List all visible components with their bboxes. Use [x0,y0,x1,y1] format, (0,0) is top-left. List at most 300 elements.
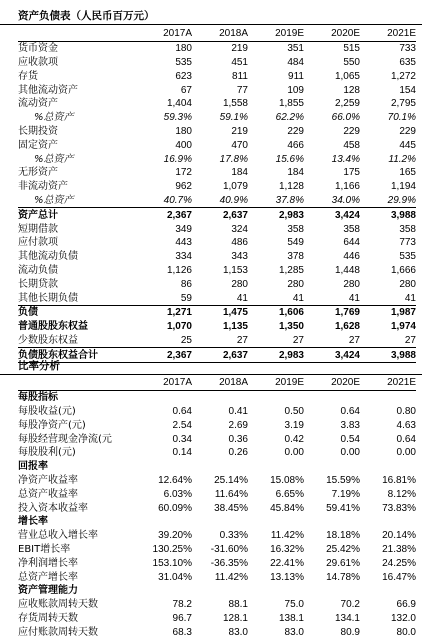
cell-value: 2.54 [172,419,192,431]
cell-value: 280 [287,278,304,290]
cell-value [136,515,192,529]
cell-value: 180 [175,43,192,55]
cell-value: 11.2% [388,153,416,165]
year-header: 2019E [248,27,304,41]
header-row [18,27,416,41]
cell-value: 1,448 [334,264,360,276]
cell-value: 635 [399,56,416,68]
row-label: 普通股股东权益 [18,321,88,333]
row-label: 流动负债 [18,264,58,276]
cell-value: 11.42% [270,530,304,542]
cell-value: 6.65% [275,488,304,500]
ratio-analysis-table [18,376,416,639]
cell-value: 443 [175,237,192,249]
table-row [18,501,416,515]
row-label: %总资产 [34,153,74,165]
table-row [18,556,416,570]
cell-value [360,390,416,404]
cell-value: 134.1 [334,612,360,624]
cell-value: 62.2% [275,112,304,124]
cell-value: 21.38% [382,543,416,555]
cell-value [248,515,304,529]
cell-value: 0.80 [396,405,416,417]
cell-value: 773 [399,237,416,249]
cell-value: 229 [343,125,360,137]
table-row [18,432,416,446]
row-label: 每股指标 [18,392,58,404]
cell-value: 1,285 [278,264,304,276]
row-label: 非流动资产 [18,181,68,193]
cell-value: 3,988 [360,348,416,363]
ratio-analysis-title: 比率分析 [0,358,422,375]
cell-value: 66.0% [331,112,360,124]
table-row [18,625,416,639]
row-label: %总资产 [34,194,74,206]
cell-value: 1,974 [390,321,416,333]
cell-value: 0.64 [172,405,192,417]
cell-value: 1,166 [334,181,360,193]
row-label: 存货周转天数 [18,612,78,624]
cell-value: 535 [399,251,416,263]
cell-value: 1,271 [136,305,192,319]
cell-value: 358 [399,223,416,235]
cell-value: 0.00 [396,447,416,459]
cell-value: 811 [232,70,248,82]
cell-value: 7.19% [331,488,360,500]
cell-value: 15.6% [275,153,304,165]
row-label: 其他长期负债 [18,292,78,304]
row-label: 净利润增长率 [18,557,78,569]
cell-value [192,460,248,474]
cell-value: 0.00 [284,447,304,459]
cell-value: 16.81% [382,474,416,486]
cell-value: 470 [231,139,248,151]
row-label: 货币资金 [18,43,58,55]
cell-value: 27 [292,334,304,346]
cell-value: 73.83% [382,502,416,514]
cell-value: 1,079 [222,181,248,193]
cell-value: 2,983 [248,208,304,222]
cell-value: 4.63 [396,419,416,431]
cell-value: 458 [343,139,360,151]
cell-value: 16.9% [163,153,192,165]
cell-value: 484 [287,56,304,68]
table-row [18,236,416,250]
table-row [18,446,416,460]
cell-value: 22.41% [270,557,304,569]
cell-value: 549 [287,237,304,249]
cell-value: 75.0 [284,599,304,611]
cell-value: 1,855 [278,98,304,110]
cell-value [304,460,360,474]
cell-value: 280 [399,278,416,290]
cell-value: 80.0 [396,626,416,638]
table-row [18,250,416,264]
cell-value: 59 [180,292,192,304]
cell-value: 31.04% [158,571,192,583]
cell-value: 3,424 [304,348,360,363]
table-row [18,111,416,125]
cell-value: 12.64% [158,474,192,486]
cell-value: 349 [175,223,192,235]
cell-value: 39.20% [158,530,192,542]
cell-value: 1,628 [334,321,360,333]
cell-value: 644 [343,237,360,249]
row-label: %总资产 [34,112,74,124]
table-row [18,194,416,208]
cell-value: 29.9% [387,194,416,206]
cell-value [136,390,192,404]
year-header: 2017A [136,376,192,390]
balance-sheet-table [18,27,416,363]
cell-value: 40.9% [219,194,248,206]
cell-value: 2,983 [248,348,304,363]
row-label: 投入资本收益率 [18,502,88,514]
cell-value: 623 [175,70,192,82]
cell-value: 2.69 [228,419,248,431]
cell-value: 172 [175,167,192,179]
cell-value: 86 [180,278,192,290]
cell-value: 184 [231,167,248,179]
cell-value: 96.7 [172,612,192,624]
table-row [18,320,416,334]
cell-value: 3.19 [284,419,304,431]
balance-sheet-title: 资产负债表（人民币百万元） [0,8,422,25]
table-row [18,83,416,97]
cell-value: 2,367 [136,348,192,363]
cell-value: 351 [287,43,304,55]
row-label: 其他流动负债 [18,251,78,263]
row-label: 负债股东权益合计 [18,348,136,363]
cell-value: 41 [404,292,416,304]
row-label: 增长率 [18,516,48,528]
table-row [18,584,416,598]
cell-value: 128 [343,84,360,96]
cell-value: 1,153 [222,264,248,276]
cell-value [248,390,304,404]
table-row [18,264,416,278]
cell-value: 17.8% [219,153,248,165]
table-row [18,612,416,626]
cell-value: 59.1% [219,112,248,124]
cell-value: 1,272 [390,70,416,82]
cell-value: 25.14% [214,474,248,486]
cell-value: 1,070 [166,321,192,333]
header-blank [18,376,136,390]
cell-value: 0.34 [172,433,192,445]
cell-value: 1,135 [222,321,248,333]
cell-value: 109 [287,84,304,96]
cell-value: 41 [236,292,248,304]
table-row [18,277,416,291]
table-row [18,460,416,474]
cell-value: 219 [231,125,248,137]
cell-value: 184 [287,167,304,179]
cell-value: 80.9 [340,626,360,638]
row-label: 净资产收益率 [18,474,78,486]
cell-value: 334 [175,251,192,263]
cell-value: 0.41 [228,405,248,417]
cell-value [248,460,304,474]
cell-value: 1,987 [360,305,416,319]
row-label: 负债 [18,305,136,319]
cell-value [136,460,192,474]
table-row [18,152,416,166]
cell-value: 1,666 [390,264,416,276]
cell-value: 11.64% [214,488,248,500]
cell-value: 0.26 [228,447,248,459]
cell-value: 45.84% [270,502,304,514]
cell-value: 41 [292,292,304,304]
cell-value: 400 [175,139,192,151]
cell-value: 88.1 [228,599,248,611]
cell-value: 343 [231,251,248,263]
cell-value: 83.0 [284,626,304,638]
cell-value: 2,795 [390,98,416,110]
table-row [18,570,416,584]
cell-value: 34.0% [331,194,360,206]
cell-value: 41 [348,292,360,304]
year-header: 2018A [192,27,248,41]
cell-value: 0.54 [340,433,360,445]
cell-value: 8.12% [387,488,416,500]
cell-value: -31.60% [210,543,248,555]
cell-value: 2,637 [192,348,248,363]
table-row [18,405,416,419]
cell-value: 1,126 [166,264,192,276]
cell-value: 2,637 [192,208,248,222]
row-label: 应收款项 [18,56,58,68]
row-label: 应付账款周转天数 [18,626,98,638]
year-header: 2021E [360,376,416,390]
cell-value: 70.1% [387,112,416,124]
cell-value [248,584,304,598]
cell-value: 68.3 [172,626,192,638]
cell-value: 445 [399,139,416,151]
row-label: 资产管理能力 [18,585,78,597]
year-header: 2018A [192,376,248,390]
cell-value: 38.45% [214,502,248,514]
row-label: 每股经营现金净流(元 [18,433,112,445]
cell-value [304,390,360,404]
header-blank [18,27,136,41]
cell-value: 15.08% [270,474,304,486]
cell-value: 0.33% [219,530,248,542]
cell-value: 535 [175,56,192,68]
row-label: 长期贷款 [18,278,58,290]
cell-value: 13.4% [331,153,360,165]
row-label: 长期投资 [18,125,58,137]
cell-value: 138.1 [278,612,304,624]
row-label: 固定资产 [18,139,58,151]
row-label: 短期借款 [18,223,58,235]
table-row [18,56,416,70]
cell-value: 3,424 [304,208,360,222]
header-row [18,376,416,390]
cell-value: 911 [288,70,304,82]
cell-value: 18.18% [326,530,360,542]
row-label: 少数股东权益 [18,334,78,346]
cell-value: 165 [399,167,416,179]
table-row [18,418,416,432]
cell-value: 15.59% [326,474,360,486]
cell-value: 3,988 [360,208,416,222]
cell-value: 324 [231,223,248,235]
table-row [18,390,416,404]
row-label: 其他流动资产 [18,84,78,96]
table-row [18,598,416,612]
cell-value: 0.00 [340,447,360,459]
year-header: 2020E [304,27,360,41]
row-label: EBIT增长率 [18,543,71,555]
cell-value: 358 [343,223,360,235]
cell-value: 1,194 [390,181,416,193]
cell-value: 280 [343,278,360,290]
row-label: 回报率 [18,461,48,473]
cell-value: 60.09% [158,502,192,514]
cell-value: 229 [399,125,416,137]
row-label: 总资产收益率 [18,488,78,500]
cell-value [136,584,192,598]
table-row [18,208,416,222]
cell-value: 27 [236,334,248,346]
cell-value: 27 [348,334,360,346]
table-row [18,125,416,139]
cell-value: 20.14% [382,530,416,542]
cell-value: 66.9 [396,599,416,611]
cell-value: 11.42% [214,571,248,583]
cell-value: 962 [175,181,192,193]
cell-value: 486 [231,237,248,249]
cell-value: 40.7% [163,194,192,206]
cell-value: 1,404 [166,98,192,110]
cell-value: 153.10% [152,557,192,569]
cell-value: 59.41% [326,502,360,514]
row-label: 流动资产 [18,98,58,110]
row-label: 每股股利(元) [18,447,76,459]
cell-value: 0.50 [284,405,304,417]
table-row [18,515,416,529]
cell-value: 130.25% [152,543,192,555]
row-label: 总资产增长率 [18,571,78,583]
cell-value: 1,350 [278,321,304,333]
cell-value: 2,259 [334,98,360,110]
cell-value: -36.35% [210,557,248,569]
year-header: 2019E [248,376,304,390]
cell-value [192,390,248,404]
cell-value: 154 [399,84,416,96]
cell-value: 0.64 [340,405,360,417]
row-label: 每股净资产(元) [18,419,86,431]
cell-value: 16.32% [270,543,304,555]
cell-value: 1,769 [304,305,360,319]
row-label: 资产总计 [18,208,136,222]
table-row [18,138,416,152]
cell-value: 0.42 [284,433,304,445]
cell-value: 6.03% [163,488,192,500]
cell-value: 0.14 [172,447,192,459]
cell-value: 0.64 [396,433,416,445]
cell-value: 59.3% [163,112,192,124]
cell-value [304,584,360,598]
cell-value: 37.8% [275,194,304,206]
cell-value: 70.2 [340,599,360,611]
cell-value: 229 [287,125,304,137]
cell-value: 27 [404,334,416,346]
cell-value: 14.78% [326,571,360,583]
cell-value: 0.36 [228,433,248,445]
cell-value: 25.42% [326,543,360,555]
table-row [18,41,416,55]
cell-value: 175 [343,167,360,179]
cell-value: 1,128 [278,181,304,193]
cell-value [192,584,248,598]
table-row [18,474,416,488]
year-header: 2020E [304,376,360,390]
cell-value: 378 [287,251,304,263]
table-row [18,543,416,557]
table-row [18,487,416,501]
table-row [18,166,416,180]
cell-value: 83.0 [228,626,248,638]
row-label: 应收账款周转天数 [18,599,98,611]
cell-value: 67 [180,84,192,96]
cell-value: 1,606 [248,305,304,319]
cell-value: 466 [287,139,304,151]
cell-value [192,515,248,529]
cell-value: 3.83 [340,419,360,431]
table-row [18,334,416,348]
cell-value: 219 [231,43,248,55]
cell-value: 358 [287,223,304,235]
cell-value: 77 [236,84,248,96]
cell-value: 515 [343,43,360,55]
table-row [18,180,416,194]
table-row [18,69,416,83]
table-row [18,97,416,111]
row-label: 每股收益(元) [18,405,76,417]
cell-value: 128.1 [222,612,248,624]
cell-value: 280 [231,278,248,290]
cell-value: 1,065 [334,70,360,82]
cell-value [360,515,416,529]
cell-value: 733 [399,43,416,55]
cell-value: 16.47% [382,571,416,583]
cell-value [360,460,416,474]
table-row [18,222,416,236]
year-header: 2021E [360,27,416,41]
cell-value: 29.61% [326,557,360,569]
cell-value: 2,367 [136,208,192,222]
cell-value: 446 [343,251,360,263]
cell-value: 1,558 [222,98,248,110]
cell-value: 1,475 [192,305,248,319]
table-row [18,529,416,543]
cell-value: 78.2 [172,599,192,611]
cell-value [360,584,416,598]
row-label: 存货 [18,70,38,82]
cell-value [304,515,360,529]
cell-value: 180 [175,125,192,137]
year-header: 2017A [136,27,192,41]
row-label: 无形资产 [18,167,58,179]
table-row [18,305,416,319]
cell-value: 25 [180,334,192,346]
cell-value: 132.0 [390,612,416,624]
cell-value: 451 [231,56,248,68]
table-row [18,291,416,305]
row-label: 应付款项 [18,237,58,249]
